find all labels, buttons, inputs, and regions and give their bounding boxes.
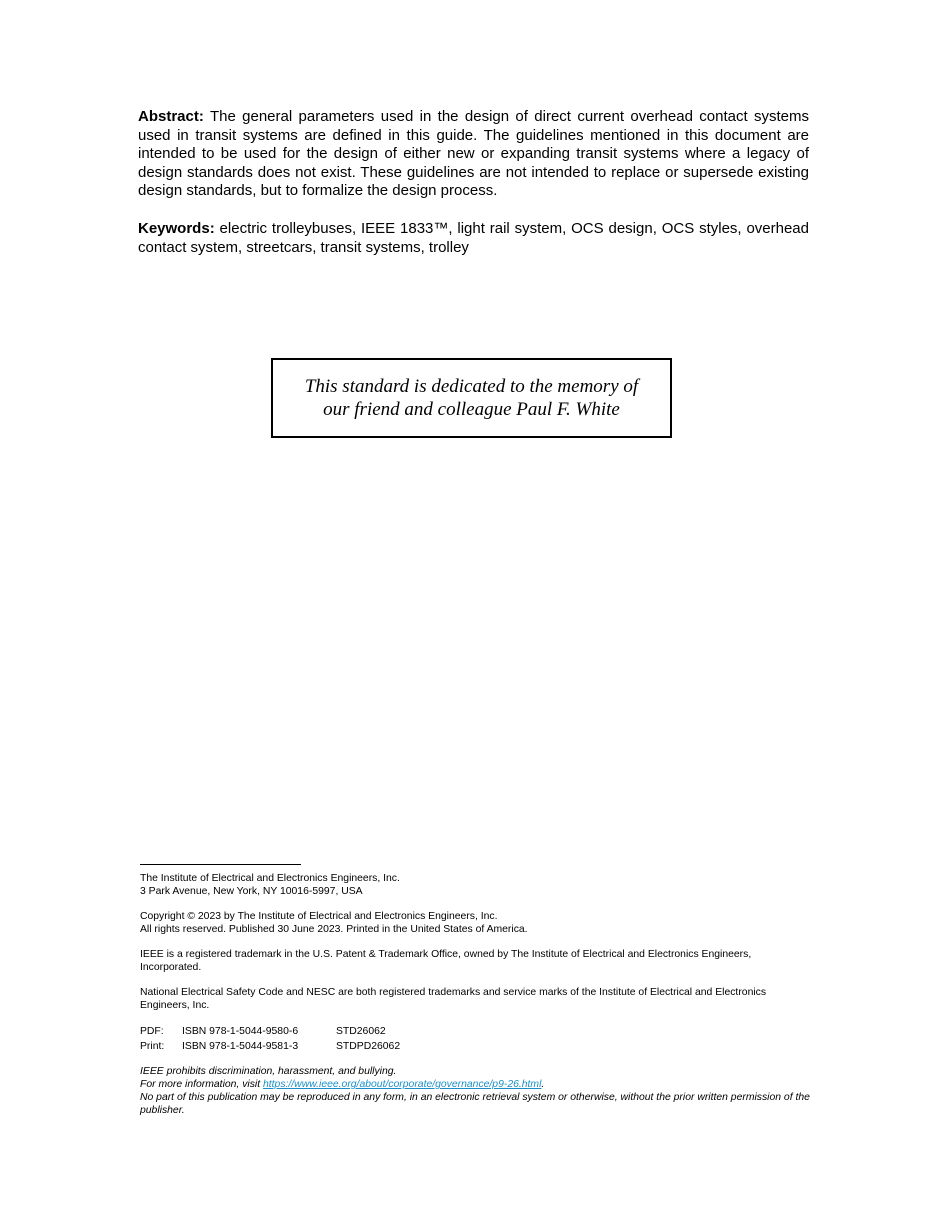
- isbn-code: STDPD26062: [336, 1041, 401, 1052]
- more-info-line: [140, 1078, 815, 1091]
- policy-line: IEEE prohibits discrimination, harassment, and bullying.: [140, 1066, 397, 1077]
- isbn-code: STD26062: [336, 1026, 386, 1037]
- keywords-paragraph: [138, 220, 809, 257]
- keywords-text: electric trolleybuses, IEEE 1833™, light rail system, OCS design, OCS styles, overhead contact system, streetcars, transit systems, trolley: [138, 220, 809, 256]
- copyright-line: Copyright © 2023 by The Institute of Electrical and Electronics Engineers, Inc.: [140, 911, 498, 922]
- more-info-prefix: For more information, visit: [140, 1079, 263, 1090]
- isbn-table: [140, 1024, 400, 1054]
- governance-link[interactable]: https://www.ieee.org/about/corporate/governance/p9-26.html: [263, 1079, 542, 1090]
- legal-notice: [140, 1065, 815, 1117]
- abstract-text: The general parameters used in the design of direct current overhead contact systems used in transit systems are defined in this guide. The guidelines mentioned in this document are intended to be used for the design of either new or expanding transit systems where a legacy of design standards does not exist. These guidelines are not intended to replace or supersede existing design standards, but to formalize the design process.: [138, 108, 809, 200]
- footnote-divider: [140, 864, 301, 865]
- publication-footer: [140, 872, 815, 1117]
- isbn-format: PDF:: [140, 1026, 164, 1037]
- trademark-nesc: National Electrical Safety Code and NESC are both registered trademarks and service marks of the Institute of Electrical and Electronics Engineers, Inc.: [140, 987, 767, 1011]
- dedication-box: [271, 358, 672, 438]
- publisher-block: [140, 872, 815, 898]
- copyright-block: [140, 910, 815, 936]
- publisher-address: 3 Park Avenue, New York, NY 10016-5997, USA: [140, 886, 363, 897]
- isbn-number: ISBN 978-1-5044-9581-3: [182, 1041, 299, 1052]
- rights-line: All rights reserved. Published 30 June 2023. Printed in the United States of America.: [140, 924, 528, 935]
- isbn-row: [140, 1024, 400, 1039]
- isbn-row: [140, 1039, 400, 1054]
- abstract-label: Abstract:: [138, 108, 204, 125]
- isbn-number: ISBN 978-1-5044-9580-6: [182, 1026, 299, 1037]
- trademark-ieee: IEEE is a registered trademark in the U.S. Patent & Trademark Office, owned by The Institute of Electrical and Electronics Engineers, Incorporated.: [140, 949, 752, 973]
- abstract-paragraph: [138, 108, 809, 201]
- publisher-name: The Institute of Electrical and Electronics Engineers, Inc.: [140, 873, 400, 884]
- reproduction-notice: No part of this publication may be reproduced in any form, in an electronic retrieval system or otherwise, without the prior written permission of the publisher.: [140, 1092, 810, 1116]
- keywords-label: Keywords:: [138, 220, 215, 237]
- dedication-text: This standard is dedicated to the memory of our friend and colleague Paul F. White: [304, 376, 639, 420]
- isbn-format: Print:: [140, 1041, 165, 1052]
- more-info-suffix: .: [541, 1079, 545, 1090]
